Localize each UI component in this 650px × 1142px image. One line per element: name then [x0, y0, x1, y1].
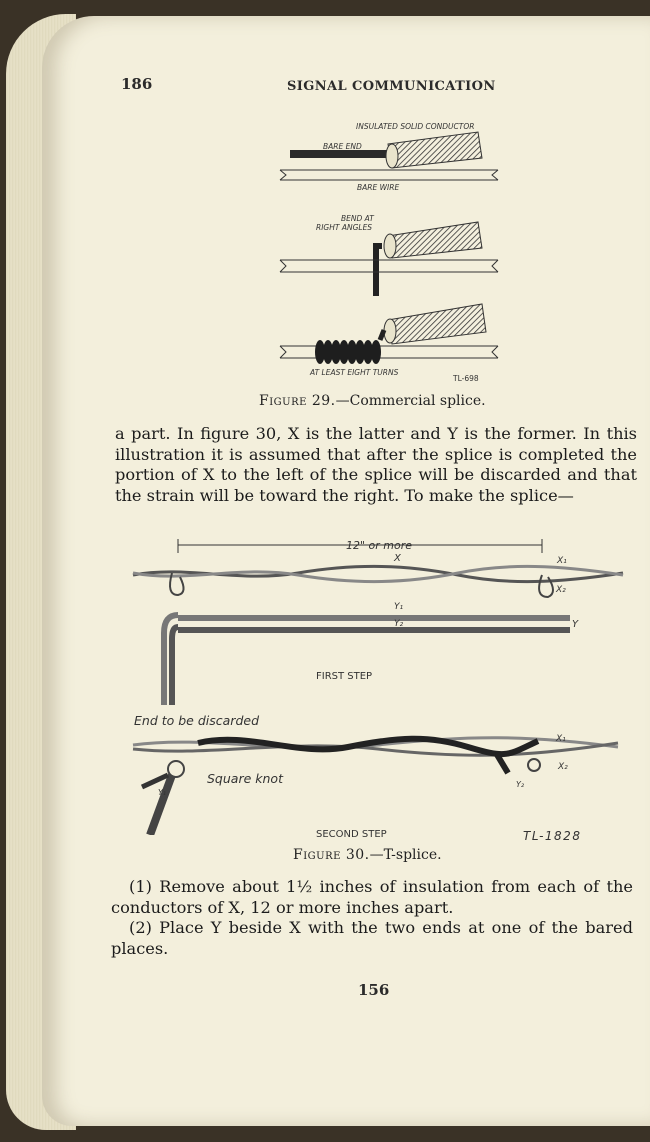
paragraph-1	[115, 424, 637, 506]
splice-panel-2	[280, 222, 498, 296]
figure-29-caption-prefix: Figure 29.	[259, 393, 336, 409]
label-x1-second: X₁	[556, 734, 566, 744]
label-right-angles: RIGHT ANGLES	[316, 223, 373, 232]
paragraph-1-text: a part. In figure 30, X is the latter and Y is the former. In this illustration it is assumed that after the splice is completed the portion of X to the left of the splice will be discarded and that the strain will be toward the right. To make the splice—	[115, 424, 637, 505]
splice-panel-1	[280, 132, 498, 180]
label-y1: Y₁	[394, 602, 404, 612]
figure-29-caption-text: —Commercial splice.	[335, 393, 486, 409]
label-x: X	[394, 553, 401, 564]
running-title: SIGNAL COMMUNICATION	[287, 79, 496, 94]
label-second-step: SECOND STEP	[316, 829, 387, 840]
label-y2-second: Y₂	[516, 780, 525, 789]
label-bare-end: BARE END	[323, 142, 362, 151]
figure-30-illustration	[128, 535, 628, 835]
figure-29-caption	[259, 393, 486, 409]
label-end-discarded: End to be discarded	[134, 713, 259, 728]
step-2: (2) Place Y beside X with the two ends at one of the bared places.	[111, 918, 633, 958]
label-y: Y	[572, 619, 579, 630]
figure-29-illustration	[270, 118, 510, 388]
footer-page-number: 156	[358, 981, 390, 999]
second-step-splice	[133, 738, 618, 835]
label-y2: Y₂	[394, 619, 404, 629]
label-y1-second: Y₁	[158, 788, 167, 797]
first-step-x-wire	[133, 566, 623, 597]
first-step-y-wire	[164, 615, 570, 705]
figure-30-caption-text: —T-splice.	[369, 847, 442, 863]
label-x2-first: X₂	[556, 585, 566, 595]
steps-list	[111, 877, 633, 959]
figure-30-caption-prefix: Figure 30.	[293, 847, 370, 863]
step-1: (1) Remove about 1½ inches of insulation from each of the conductors of X, 12 or more inches apart.	[111, 877, 633, 917]
label-first-step: FIRST STEP	[316, 671, 373, 682]
label-x1-first: X₁	[557, 556, 567, 566]
figure-30-code: TL-1828	[523, 829, 582, 843]
label-twelve-inches: 12" or more	[346, 539, 413, 552]
label-square-knot: Square knot	[207, 771, 283, 786]
page-number: 186	[121, 75, 153, 93]
label-bend-at: BEND AT	[341, 214, 374, 223]
label-eight-turns: AT LEAST EIGHT TURNS	[310, 368, 399, 377]
label-x2-second: X₂	[558, 762, 568, 772]
figure-29-code: TL-698	[453, 374, 479, 383]
figure-30-caption	[293, 847, 442, 863]
label-insulated-conductor: INSULATED SOLID CONDUCTOR	[356, 122, 475, 131]
splice-panel-3	[280, 304, 498, 364]
label-bare-wire: BARE WIRE	[357, 183, 400, 192]
